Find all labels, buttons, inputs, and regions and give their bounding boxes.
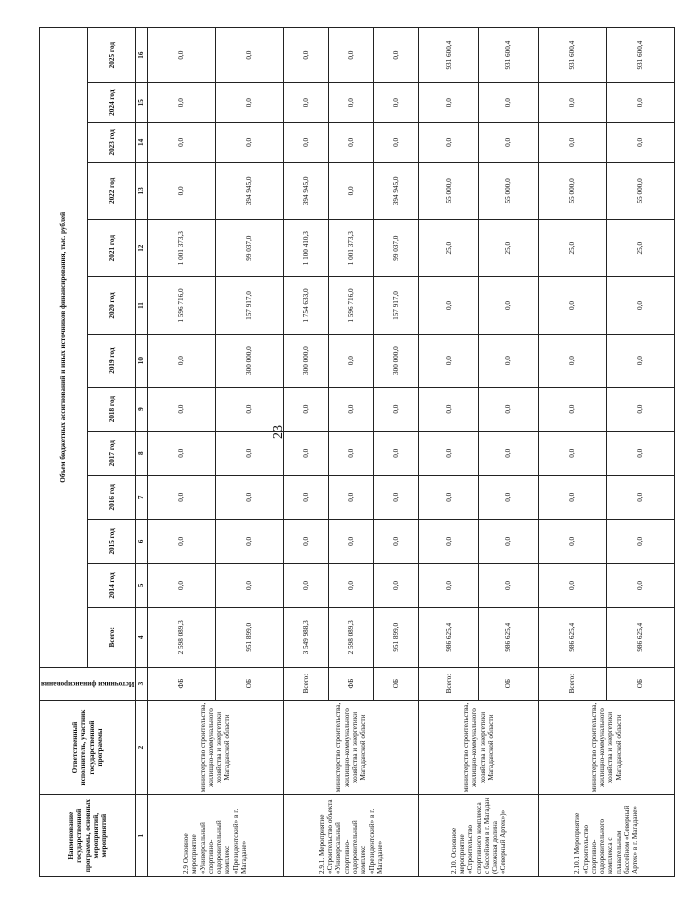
year-value: 0,0 <box>328 563 373 607</box>
year-value: 0,0 <box>147 387 215 431</box>
index-cell: 11 <box>136 277 147 334</box>
header-year: 2015 год <box>88 519 136 563</box>
total-value: 2 598 089,3 <box>147 608 215 668</box>
year-value: 0,0 <box>374 28 419 83</box>
year-value: 0,0 <box>374 431 419 475</box>
year-value: 25,0 <box>419 220 479 277</box>
total-value: 986 625,4 <box>419 608 479 668</box>
funding-table <box>39 27 675 877</box>
page-number: 23 <box>271 425 286 439</box>
year-value: 0,0 <box>283 475 328 519</box>
executor: министерство строительства, жилищно-коммунального хозяйства и энергетики Магаданской области <box>538 700 674 795</box>
year-value: 0,0 <box>147 83 215 123</box>
year-value: 0,0 <box>606 519 674 563</box>
year-value: 0,0 <box>538 431 606 475</box>
header-source: Источники финансирования <box>40 667 136 700</box>
year-value: 300 000,0 <box>215 334 283 387</box>
year-value: 0,0 <box>283 28 328 83</box>
year-value: 0,0 <box>147 475 215 519</box>
year-value: 0,0 <box>147 431 215 475</box>
total-value: 951 899,0 <box>374 608 419 668</box>
index-cell: 4 <box>136 608 147 668</box>
year-value: 1 001 373,3 <box>147 220 215 277</box>
year-value: 0,0 <box>538 334 606 387</box>
year-value: 0,0 <box>479 83 539 123</box>
measure-name: 2.10. Основное мероприятие «Строительство спортивного комплекса с бассейном в г. Магадан (Снежная долина «Северный Артек»)» <box>419 795 539 877</box>
year-value: 0,0 <box>147 563 215 607</box>
year-value: 0,0 <box>419 123 479 163</box>
table-row <box>419 28 479 877</box>
year-value: 0,0 <box>606 475 674 519</box>
year-value: 0,0 <box>419 334 479 387</box>
year-value: 1 596 716,0 <box>328 277 373 334</box>
table-row <box>283 28 328 877</box>
year-value: 0,0 <box>283 563 328 607</box>
year-value: 0,0 <box>538 123 606 163</box>
index-cell: 16 <box>136 28 147 83</box>
total-value: 3 549 988,3 <box>283 608 328 668</box>
measure-name: 2.10.1 Мероприятие «Строительство спортивно-оздоровительного комплекса с плавательным бассейном «Северный Артек» в г. Магадане» <box>538 795 674 877</box>
year-value: 0,0 <box>419 519 479 563</box>
total-value: 986 625,4 <box>606 608 674 668</box>
year-value: 0,0 <box>147 28 215 83</box>
year-value: 0,0 <box>419 431 479 475</box>
year-value: 0,0 <box>606 83 674 123</box>
index-cell: 8 <box>136 431 147 475</box>
year-value: 0,0 <box>374 123 419 163</box>
measure-name: 2.9.1. Мероприятие «Строительство объекта «Универсальный спортивно-оздоровительный комплекс «Президентский» в г. Магадане» <box>283 795 419 877</box>
year-value: 931 600,4 <box>479 28 539 83</box>
header-year: 2018 год <box>88 387 136 431</box>
header-year: 2025 год <box>88 28 136 83</box>
year-value: 0,0 <box>606 123 674 163</box>
year-value: 931 600,4 <box>419 28 479 83</box>
year-value: 0,0 <box>374 387 419 431</box>
year-value: 0,0 <box>538 277 606 334</box>
year-value: 0,0 <box>283 123 328 163</box>
total-value: 2 598 089,3 <box>328 608 373 668</box>
year-value: 55 000,0 <box>538 162 606 219</box>
year-value: 0,0 <box>479 563 539 607</box>
header-year: 2014 год <box>88 563 136 607</box>
table-body <box>147 28 674 877</box>
year-value: 0,0 <box>147 123 215 163</box>
total-value: 951 899,0 <box>215 608 283 668</box>
year-value: 0,0 <box>374 475 419 519</box>
year-value: 0,0 <box>283 387 328 431</box>
year-value: 0,0 <box>479 519 539 563</box>
funding-source: Всего: <box>538 667 606 700</box>
year-value: 0,0 <box>538 563 606 607</box>
year-value: 0,0 <box>215 475 283 519</box>
year-value: 55 000,0 <box>479 162 539 219</box>
year-value: 0,0 <box>328 519 373 563</box>
year-value: 0,0 <box>479 277 539 334</box>
year-value: 0,0 <box>538 83 606 123</box>
year-value: 0,0 <box>215 28 283 83</box>
total-value: 986 625,4 <box>538 608 606 668</box>
year-value: 0,0 <box>419 277 479 334</box>
year-value: 0,0 <box>328 431 373 475</box>
year-value: 0,0 <box>606 277 674 334</box>
year-value: 931 600,4 <box>538 28 606 83</box>
year-value: 0,0 <box>283 431 328 475</box>
year-value: 0,0 <box>283 519 328 563</box>
header-funding-group: Объем бюджетных ассигнований и иных источников финансирования, тыс. рублей <box>40 28 88 668</box>
header-year: 2019 год <box>88 334 136 387</box>
year-value: 0,0 <box>606 334 674 387</box>
year-value: 0,0 <box>479 123 539 163</box>
header-row-1 <box>40 28 88 877</box>
table-row <box>147 28 215 877</box>
header-total: Всего: <box>88 608 136 668</box>
year-value: 25,0 <box>538 220 606 277</box>
executor: министерство строительства, жилищно-коммунального хозяйства и энергетики Магаданской области <box>283 700 419 795</box>
funding-source: ОБ <box>374 667 419 700</box>
year-value: 0,0 <box>479 431 539 475</box>
funding-source: ФБ <box>147 667 215 700</box>
year-value: 0,0 <box>479 387 539 431</box>
funding-source: ОБ <box>606 667 674 700</box>
year-value: 0,0 <box>606 563 674 607</box>
year-value: 0,0 <box>419 475 479 519</box>
year-value: 0,0 <box>215 431 283 475</box>
year-value: 0,0 <box>147 519 215 563</box>
year-value: 0,0 <box>606 431 674 475</box>
header-year: 2016 год <box>88 475 136 519</box>
year-value: 300 000,0 <box>374 334 419 387</box>
year-value: 0,0 <box>215 83 283 123</box>
header-year: 2023 год <box>88 123 136 163</box>
year-value: 0,0 <box>328 83 373 123</box>
year-value: 0,0 <box>215 519 283 563</box>
year-value: 0,0 <box>283 83 328 123</box>
index-cell: 1 <box>136 795 147 877</box>
year-value: 0,0 <box>538 519 606 563</box>
year-value: 157 917,0 <box>215 277 283 334</box>
executor: министерство строительства, жилищно-коммунального хозяйства и энергетики Магаданской области <box>147 700 283 795</box>
year-value: 0,0 <box>606 387 674 431</box>
rotated-table-container <box>39 27 645 877</box>
year-value: 0,0 <box>328 387 373 431</box>
year-value: 0,0 <box>147 162 215 219</box>
header-year: 2020 год <box>88 277 136 334</box>
year-value: 0,0 <box>328 162 373 219</box>
year-value: 931 600,4 <box>606 28 674 83</box>
header-year: 2021 год <box>88 220 136 277</box>
year-value: 394 945,0 <box>374 162 419 219</box>
year-value: 0,0 <box>328 28 373 83</box>
year-value: 0,0 <box>419 387 479 431</box>
year-value: 0,0 <box>479 334 539 387</box>
year-value: 0,0 <box>215 563 283 607</box>
year-value: 55 000,0 <box>419 162 479 219</box>
measure-name: 2.9 Основное мероприятие «Универсальный спортивно-оздоровительный комплекс «Президентский» в г. Магадане» <box>147 795 283 877</box>
header-executor: Ответственный исполнитель, участник государственной программы <box>40 700 136 795</box>
year-value: 0,0 <box>147 334 215 387</box>
year-value: 25,0 <box>606 220 674 277</box>
year-value: 1 001 373,3 <box>328 220 373 277</box>
year-value: 0,0 <box>419 563 479 607</box>
index-cell: 13 <box>136 162 147 219</box>
year-value: 394 945,0 <box>283 162 328 219</box>
header-year: 2024 год <box>88 83 136 123</box>
year-value: 0,0 <box>538 475 606 519</box>
header-name: Наименование государственной программы, основных мероприятий, мероприятий <box>40 795 136 877</box>
year-value: 25,0 <box>479 220 539 277</box>
year-value: 394 945,0 <box>215 162 283 219</box>
year-value: 99 037,0 <box>215 220 283 277</box>
index-cell: 6 <box>136 519 147 563</box>
header-year: 2017 год <box>88 431 136 475</box>
year-value: 99 037,0 <box>374 220 419 277</box>
year-value: 0,0 <box>215 387 283 431</box>
year-value: 0,0 <box>479 475 539 519</box>
index-cell: 12 <box>136 220 147 277</box>
year-value: 0,0 <box>328 123 373 163</box>
funding-source: ОБ <box>215 667 283 700</box>
index-cell: 5 <box>136 563 147 607</box>
index-cell: 3 <box>136 667 147 700</box>
year-value: 0,0 <box>538 387 606 431</box>
index-cell: 2 <box>136 700 147 795</box>
year-value: 157 917,0 <box>374 277 419 334</box>
year-value: 0,0 <box>374 563 419 607</box>
year-value: 0,0 <box>215 123 283 163</box>
year-value: 0,0 <box>328 475 373 519</box>
year-value: 0,0 <box>419 83 479 123</box>
year-value: 1 754 633,0 <box>283 277 328 334</box>
year-value: 300 000,0 <box>283 334 328 387</box>
year-value: 0,0 <box>374 519 419 563</box>
executor: министерство строительства, жилищно-коммунального хозяйства и энергетики Магаданской области <box>419 700 539 795</box>
index-cell: 9 <box>136 387 147 431</box>
header-year: 2022 год <box>88 162 136 219</box>
funding-source: ФБ <box>328 667 373 700</box>
year-value: 1 596 716,0 <box>147 277 215 334</box>
index-cell: 15 <box>136 83 147 123</box>
index-cell: 14 <box>136 123 147 163</box>
table-row <box>538 28 606 877</box>
index-cell: 7 <box>136 475 147 519</box>
index-cell: 10 <box>136 334 147 387</box>
funding-source: Всего: <box>283 667 328 700</box>
year-value: 0,0 <box>328 334 373 387</box>
funding-source: ОБ <box>479 667 539 700</box>
total-value: 986 625,4 <box>479 608 539 668</box>
year-value: 55 000,0 <box>606 162 674 219</box>
year-value: 1 100 410,3 <box>283 220 328 277</box>
funding-source: Всего: <box>419 667 479 700</box>
year-value: 0,0 <box>374 83 419 123</box>
index-row <box>136 28 147 877</box>
